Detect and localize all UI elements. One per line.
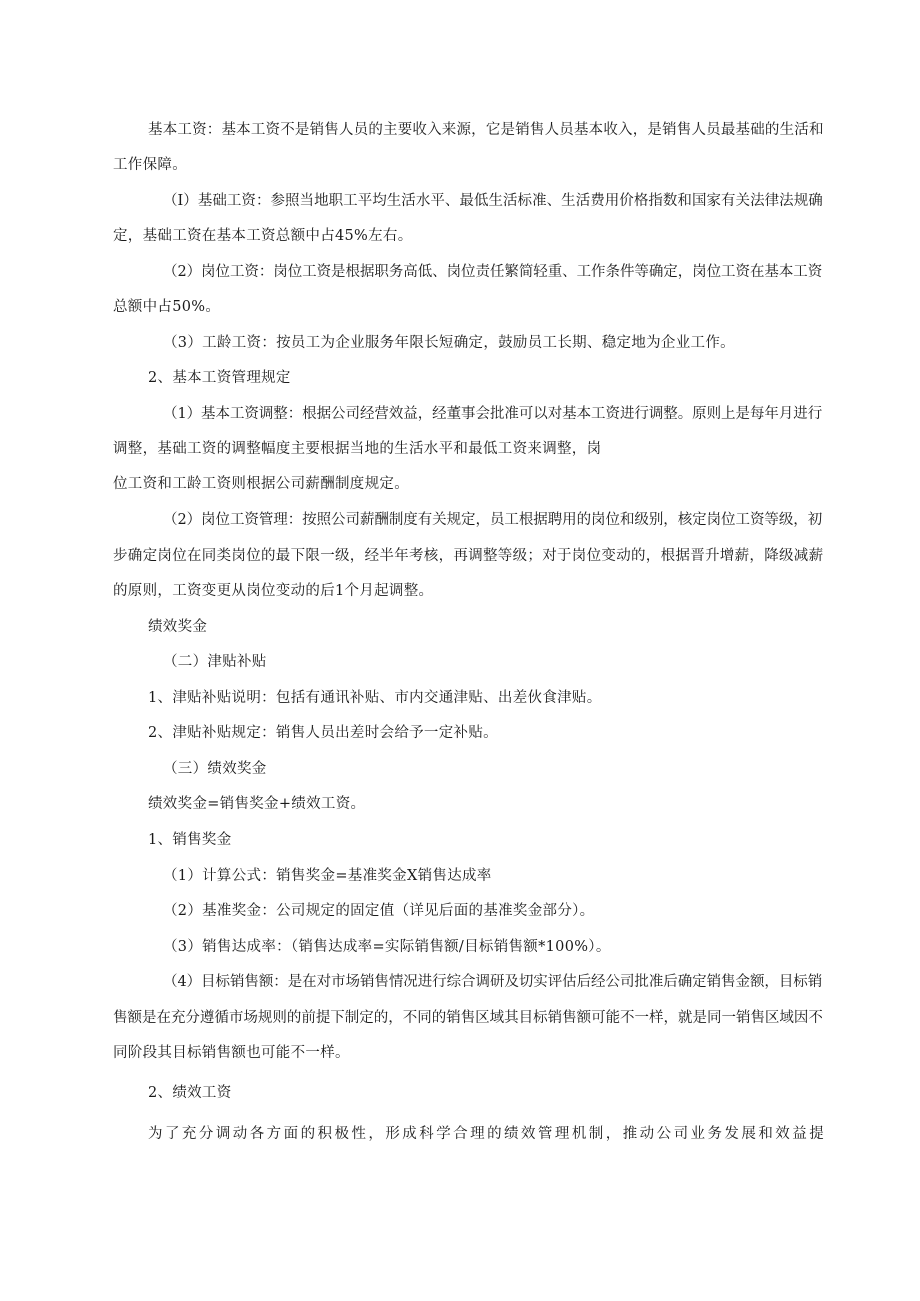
para-salary-adjust-line-1: （1）基本工资调整：根据公司经营效益，经董事会批准可以对基本工资进行调整。原则上是每年月进行 [163, 406, 823, 422]
para-position-mgmt-line-2: 步确定岗位在同类岗位的最下限一级，经半年考核，再调整等级；对于岗位变动的，根据晋升增薪，降级减薪 [113, 548, 824, 564]
para-seniority-wage: （3）工龄工资：按员工为企业服务年限长短确定，鼓励员工长期、稳定地为企业工作。 [163, 335, 735, 351]
para-base-wage-line-2: 定，基础工资在基本工资总额中占45%左右。 [113, 228, 413, 244]
para-performance-wage-line-1: 为了充分调动各方面的积极性，形成科学合理的绩效管理机制，推动公司业务发展和效益提 [148, 1126, 827, 1142]
para-salary-adjust-line-2: 调整，基础工资的调整幅度主要根据当地的生活水平和最低工资来调整，岗 [113, 441, 602, 457]
para-target-sales-line-3: 同阶段其目标销售额也可能不一样。 [113, 1045, 350, 1061]
para-base-wage-line-1: （I）基础工资：参照当地职工平均生活水平、最低生活标准、生活费用价格指数和国家有关法律法规确 [163, 193, 823, 209]
para-target-sales-line-2: 售额是在充分遵循市场规则的前提下制定的，不同的销售区域其目标销售额可能不一样，就是同一销售区域因不 [113, 1010, 823, 1026]
para-position-mgmt-line-3: 的原则，工资变更从岗位变动的后1个月起调整。 [113, 583, 434, 599]
para-calc-formula: （1）计算公式：销售奖金=基准奖金X销售达成率 [163, 868, 492, 884]
para-achievement-rate: （3）销售达成率：（销售达成率=实际销售额/目标销售额*100%）。 [163, 939, 611, 955]
para-basic-salary-line-2: 工作保障。 [113, 157, 187, 173]
para-basic-salary-line-1: 基本工资：基本工资不是销售人员的主要收入来源，它是销售人员基本收入，是销售人员最基础的生活和 [148, 122, 824, 138]
para-target-sales-line-1: （4）目标销售额：是在对市场销售情况进行综合调研及切实评估后经公司批准后确定销售金额，目标销 [163, 974, 823, 990]
heading-basic-salary-rules: 2、基本工资管理规定 [148, 370, 291, 386]
para-position-mgmt-line-1: （2）岗位工资管理：按照公司薪酬制度有关规定，员工根据聘用的岗位和级别，核定岗位工资等级，初 [163, 512, 823, 528]
para-position-wage-line-2: 总额中占50%。 [113, 299, 221, 315]
para-allowance-rules: 2、津贴补贴规定：销售人员出差时会给予一定补贴。 [148, 725, 498, 741]
para-base-bonus: （2）基准奖金：公司规定的固定值（详见后面的基准奖金部分）。 [163, 903, 595, 919]
heading-performance-bonus: 绩效奖金 [148, 619, 208, 635]
heading-performance-bonus-3: （三）绩效奖金 [163, 761, 267, 777]
heading-sales-bonus: 1、销售奖金 [148, 832, 232, 848]
para-salary-adjust-line-3: 位工资和工龄工资则根据公司薪酬制度规定。 [113, 476, 409, 492]
heading-allowances: （二）津贴补贴 [163, 654, 267, 670]
para-bonus-formula: 绩效奖金=销售奖金+绩效工资。 [148, 796, 366, 812]
heading-performance-wage: 2、绩效工资 [148, 1085, 232, 1101]
para-position-wage-line-1: （2）岗位工资：岗位工资是根据职务高低、岗位责任繁简轻重、工作条件等确定，岗位工资在基本工资 [163, 264, 823, 280]
para-allowance-description: 1、津贴补贴说明：包括有通讯补贴、市内交通津贴、出差伙食津贴。 [148, 690, 602, 706]
